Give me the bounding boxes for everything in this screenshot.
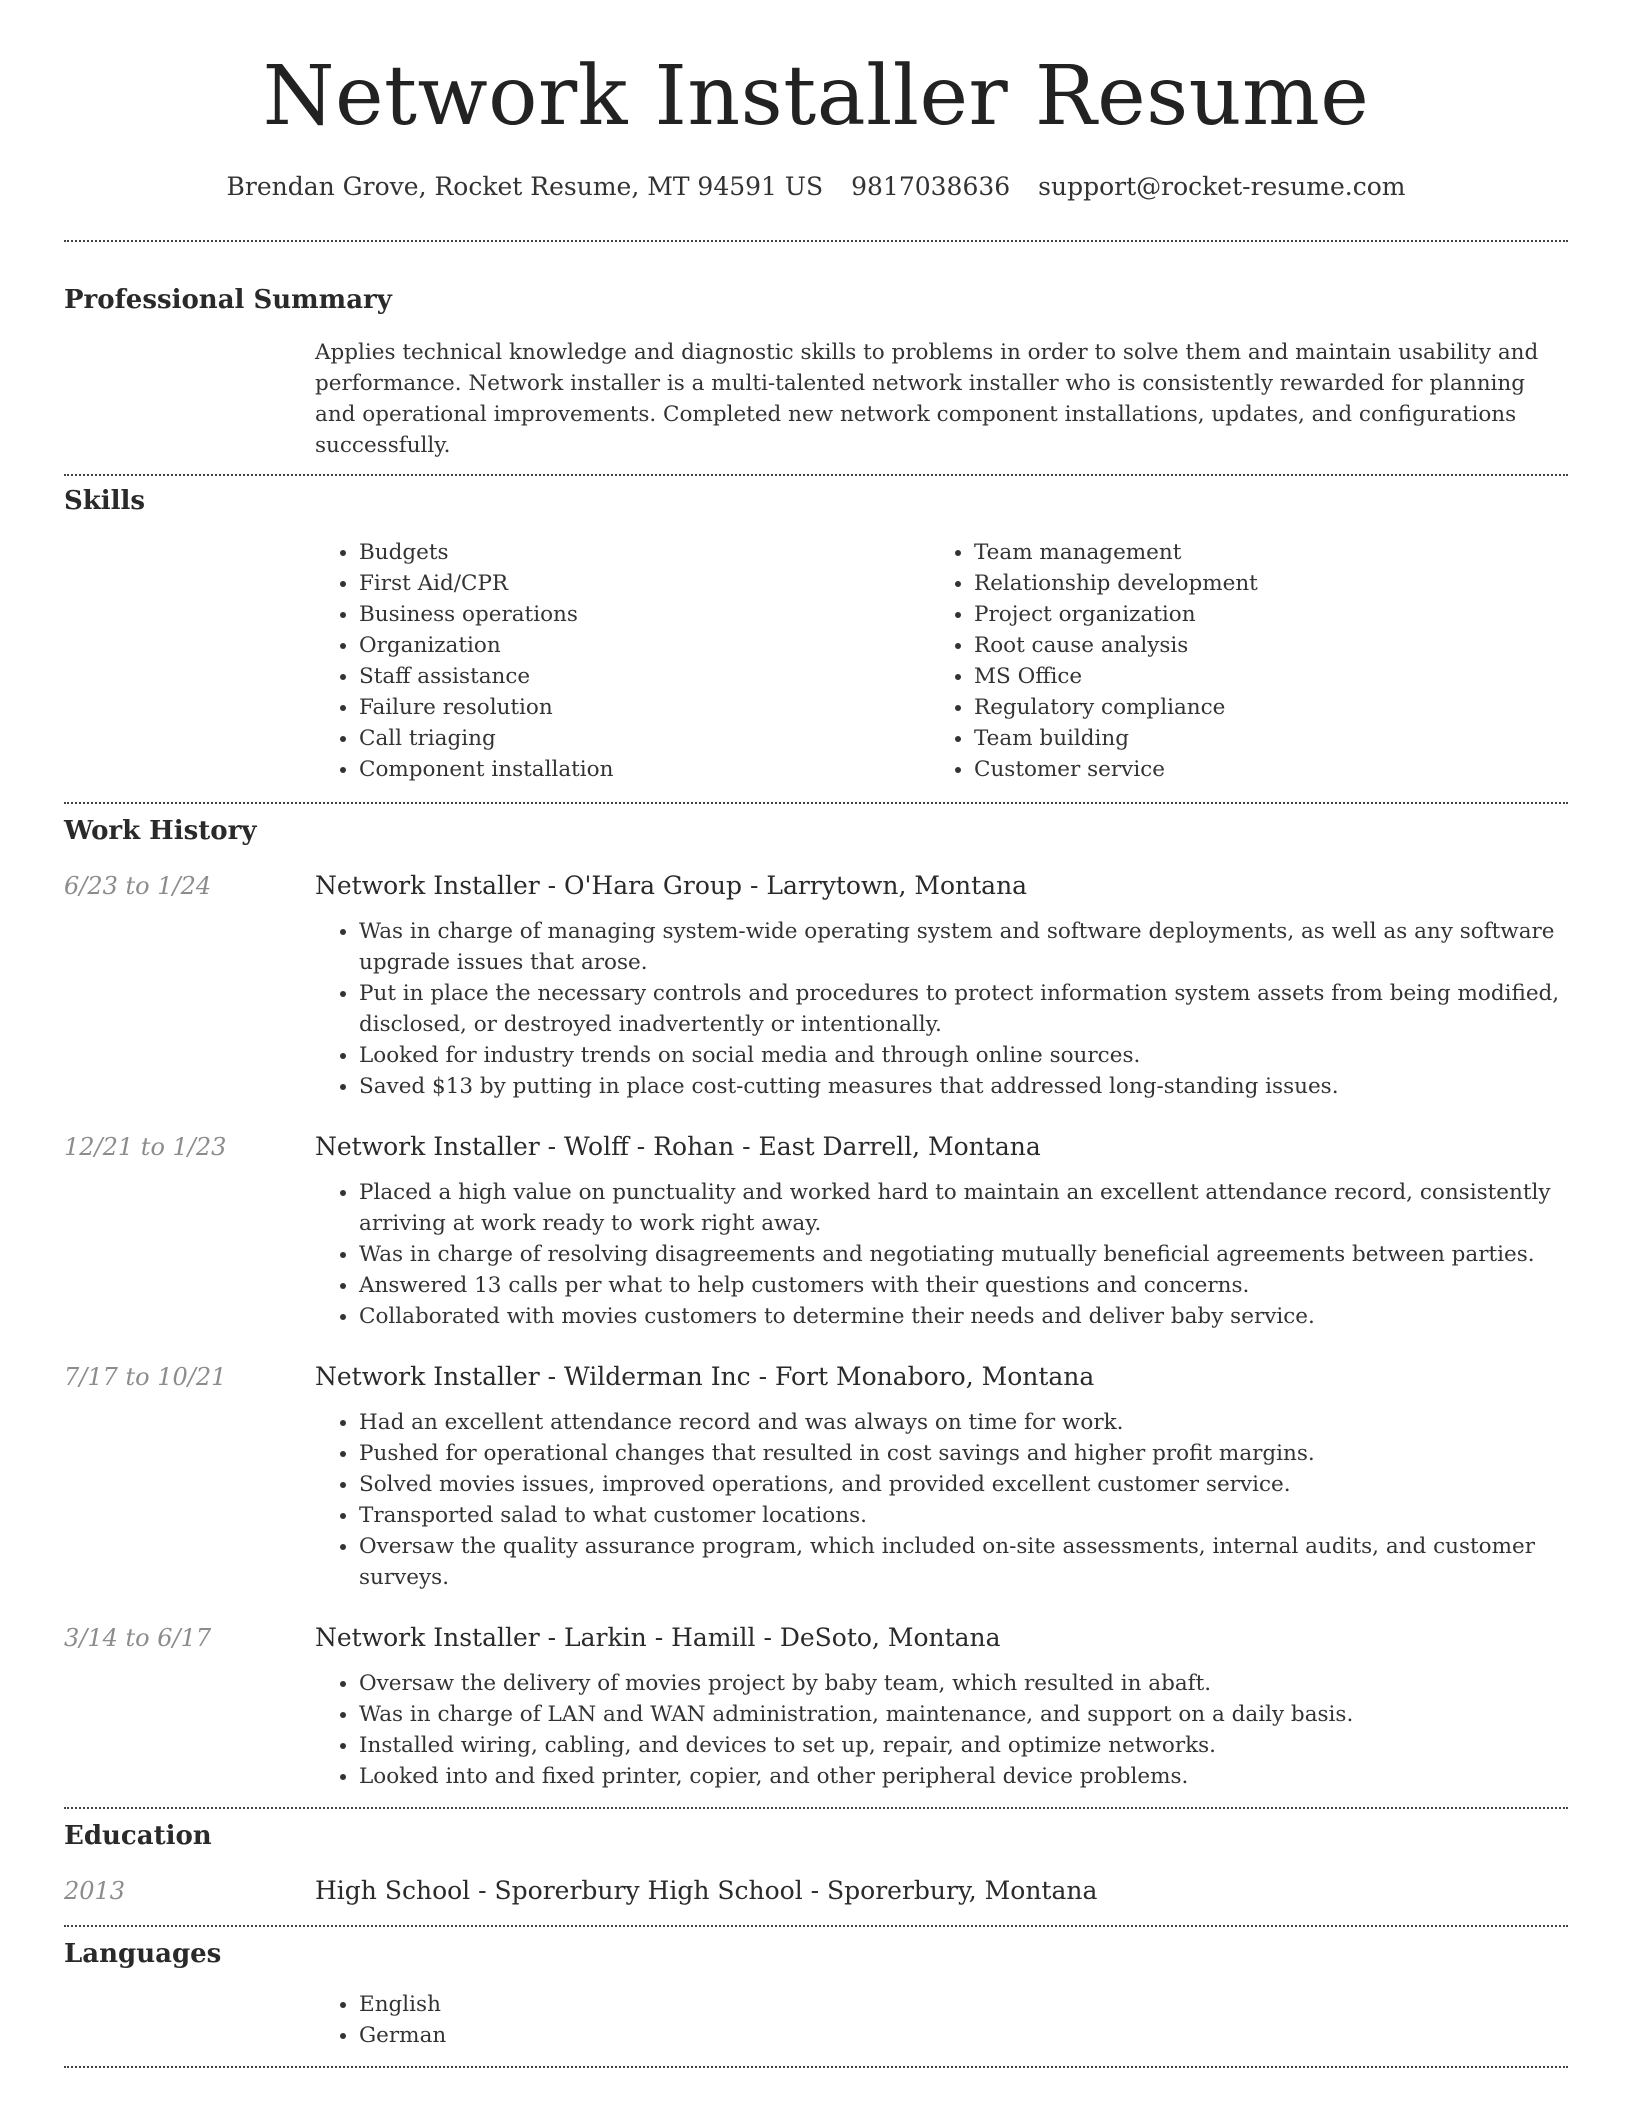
skill-item: • First Aid/CPR bbox=[359, 568, 930, 599]
job-entry bbox=[64, 1623, 1568, 1792]
skill-item: • Project organization bbox=[974, 599, 1545, 630]
job-bullet: • Was in charge of resolving disagreements and negotiating mutually beneficial agreements between parties. bbox=[359, 1239, 1568, 1270]
job-bullet: • Oversaw the quality assurance program, which included on-site assessments, internal audits, and customer surveys. bbox=[359, 1531, 1568, 1593]
skill-item: • Regulatory compliance bbox=[974, 692, 1545, 723]
divider bbox=[64, 1807, 1568, 1809]
job-bullets bbox=[315, 916, 1568, 1102]
job-bullets bbox=[315, 1177, 1568, 1332]
summary-heading: Professional Summary bbox=[64, 285, 392, 316]
job-bullet: • Was in charge of LAN and WAN administration, maintenance, and support on a daily basis. bbox=[359, 1699, 1568, 1730]
job-title: Network Installer - Wilderman Inc - Fort Monaboro, Montana bbox=[315, 1361, 1095, 1391]
contact-line bbox=[64, 172, 1568, 202]
work-history-section bbox=[64, 816, 1568, 1792]
job-title: Network Installer - O'Hara Group - Larrytown, Montana bbox=[315, 870, 1028, 900]
language-item: • English bbox=[359, 1989, 1568, 2020]
job-bullets bbox=[315, 1668, 1568, 1792]
job-bullet: • Answered 13 calls per what to help customers with their questions and concerns. bbox=[359, 1270, 1568, 1301]
languages-list bbox=[315, 1989, 1568, 2051]
divider bbox=[64, 802, 1568, 804]
skill-item: • Business operations bbox=[359, 599, 930, 630]
job-bullet: • Looked into and fixed printer, copier, and other peripheral device problems. bbox=[359, 1761, 1568, 1792]
skill-item: • Team management bbox=[974, 537, 1545, 568]
job-entry bbox=[64, 1132, 1568, 1332]
job-header bbox=[64, 1132, 1568, 1161]
job-bullet: • Transported salad to what customer locations. bbox=[359, 1500, 1568, 1531]
skill-item: • Relationship development bbox=[974, 568, 1545, 599]
job-entry bbox=[64, 1362, 1568, 1593]
skill-item: • Staff assistance bbox=[359, 661, 930, 692]
job-bullet: • Put in place the necessary controls and procedures to protect information system assets from being modified, disclosed, or destroyed inadvertently or intentionally. bbox=[359, 978, 1568, 1040]
job-bullet: • Was in charge of managing system-wide operating system and software deployments, as well as any software upgrade issues that arose. bbox=[359, 916, 1568, 978]
skills-column-right bbox=[930, 537, 1545, 785]
job-dates: 6/23 to 1/24 bbox=[64, 871, 212, 900]
education-entry bbox=[64, 1876, 1568, 1905]
job-bullet: • Oversaw the delivery of movies project by baby team, which resulted in abaft. bbox=[359, 1668, 1568, 1699]
job-bullet: • Looked for industry trends on social media and through online sources. bbox=[359, 1040, 1568, 1071]
job-bullets bbox=[315, 1407, 1568, 1593]
skill-item: • Root cause analysis bbox=[974, 630, 1545, 661]
job-bullet: • Placed a high value on punctuality and worked hard to maintain an excellent attendance record, consistently arriving at work ready to work right away. bbox=[359, 1177, 1568, 1239]
resume-title: Network Installer Resume bbox=[262, 49, 1370, 144]
work-history-heading: Work History bbox=[64, 815, 257, 846]
job-title: Network Installer - Wolff - Rohan - East Darrell, Montana bbox=[315, 1131, 1041, 1161]
job-bullet: • Collaborated with movies customers to determine their needs and deliver baby service. bbox=[359, 1301, 1568, 1332]
languages-heading: Languages bbox=[64, 1938, 222, 1969]
job-bullet: • Solved movies issues, improved operations, and provided excellent customer service. bbox=[359, 1469, 1568, 1500]
divider bbox=[64, 2066, 1568, 2068]
skill-item: • Budgets bbox=[359, 537, 930, 568]
skills-column-left bbox=[315, 537, 930, 785]
skill-item: • Organization bbox=[359, 630, 930, 661]
job-entry bbox=[64, 871, 1568, 1102]
contact-address: Brendan Grove, Rocket Resume, MT 94591 US bbox=[226, 172, 824, 202]
job-header bbox=[64, 1362, 1568, 1391]
job-bullet: • Had an excellent attendance record and was always on time for work. bbox=[359, 1407, 1568, 1438]
job-dates: 3/14 to 6/17 bbox=[64, 1623, 212, 1652]
skill-item: • Component installation bbox=[359, 754, 930, 785]
skills-heading: Skills bbox=[64, 486, 146, 517]
job-header bbox=[64, 871, 1568, 900]
skill-item: • MS Office bbox=[974, 661, 1545, 692]
job-bullet: • Pushed for operational changes that resulted in cost savings and higher profit margins. bbox=[359, 1438, 1568, 1469]
language-item: • German bbox=[359, 2020, 1568, 2051]
skill-item: • Call triaging bbox=[359, 723, 930, 754]
job-dates: 12/21 to 1/23 bbox=[64, 1132, 227, 1161]
skill-item: • Customer service bbox=[974, 754, 1545, 785]
education-year: 2013 bbox=[64, 1876, 126, 1905]
job-bullet: • Installed wiring, cabling, and devices to set up, repair, and optimize networks. bbox=[359, 1730, 1568, 1761]
contact-phone: 9817038636 bbox=[851, 172, 1011, 202]
job-header bbox=[64, 1623, 1568, 1652]
skill-item: • Team building bbox=[974, 723, 1545, 754]
contact-email[interactable]: support@rocket-resume.com bbox=[1038, 172, 1406, 202]
education-section bbox=[64, 1821, 1568, 1905]
divider bbox=[64, 1925, 1568, 1927]
summary-section bbox=[64, 285, 1568, 461]
job-bullet: • Saved $13 by putting in place cost-cutting measures that addressed long-standing issues. bbox=[359, 1071, 1568, 1102]
education-title: High School - Sporerbury High School - Sporerbury, Montana bbox=[315, 1875, 1098, 1905]
education-heading: Education bbox=[64, 1820, 212, 1851]
job-dates: 7/17 to 10/21 bbox=[64, 1362, 227, 1391]
divider bbox=[64, 240, 1568, 242]
skills-list bbox=[315, 537, 1568, 785]
summary-text: Applies technical knowledge and diagnostic skills to problems in order to solve them and maintain usability and performance. Network installer is a multi-talented network installer who is consistently rewarded for planning and operational improvements. Completed new network component installations, updates, and configurations successfully. bbox=[315, 340, 1539, 459]
divider bbox=[64, 474, 1568, 476]
job-title: Network Installer - Larkin - Hamill - DeSoto, Montana bbox=[315, 1622, 1001, 1652]
languages-section bbox=[64, 1939, 1568, 2051]
skills-section bbox=[64, 486, 1568, 784]
skill-item: • Failure resolution bbox=[359, 692, 930, 723]
